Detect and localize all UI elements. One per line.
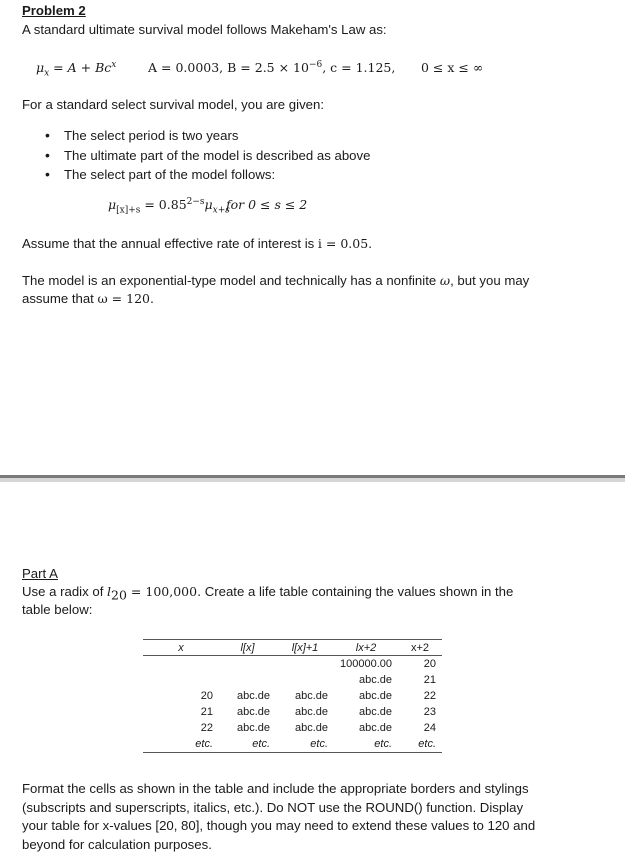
model-line-2: assume that ω = 120.: [22, 291, 154, 306]
makeham-params: A = 0.0003, $B = 2.5 \times 10^{-6}$, c = 1.125,: [148, 59, 396, 75]
table-header-row: [143, 640, 442, 656]
bullet-item: The ultimate part of the model is described as above: [64, 148, 371, 163]
table-row: 100000.00 20: [340, 658, 436, 670]
parta-line-1: Use a radix of $l_{20} = 100,000$. Create a life table containing the values shown in the: [22, 584, 514, 603]
header-l-select: l[x]: [219, 640, 276, 656]
select-formula: $\mu_{[x]+s} = 0.85^{2-s}\mu_{x+s}$: [108, 196, 230, 216]
parta-line-2: table below:: [22, 602, 93, 617]
select-condition: for 0 ≤ s ≤ 2: [226, 197, 308, 212]
bullet-item: The select part of the model follows:: [64, 167, 276, 182]
bullet-icon: •: [45, 127, 50, 143]
table-row: 21 abc.de abc.de abc.de 23: [200, 706, 436, 718]
header-l-ultimate: lx+2: [334, 640, 398, 656]
makeham-range: 0 ≤ x ≤ ∞: [421, 60, 484, 75]
section-divider-shadow: [0, 478, 625, 482]
life-table: [143, 639, 442, 753]
problem-title: Problem 2: [22, 3, 86, 18]
makeham-formula: $\mu_x = A + Bc^x$: [36, 59, 117, 79]
intro-text: A standard ultimate survival model follows Makeham's Law as:: [22, 22, 387, 37]
format-instructions: Format the cells as shown in the table and include the appropriate borders and stylings (subscripts and superscripts, italics, etc.). Do NOT use the ROUND() function. Display your table for x-values [20, 80], though you may need to extend these values to 120 and beyond for calculation purposes.: [22, 781, 536, 852]
select-intro: For a standard select survival model, you are given:: [22, 97, 324, 112]
table-row: etc. etc. etc. etc. etc.: [143, 736, 442, 753]
bullet-item: The select period is two years: [64, 128, 239, 143]
bullet-icon: •: [45, 147, 50, 163]
header-x: x: [143, 640, 219, 656]
header-l-select-plus1: l[x]+1: [276, 640, 334, 656]
table-row: 22 abc.de abc.de abc.de 24: [200, 722, 436, 734]
model-line-1: The model is an exponential-type model and technically has a nonfinite ω, but you may: [22, 273, 530, 288]
part-title: Part A: [22, 566, 58, 581]
header-x-plus2: x+2: [398, 640, 442, 656]
table-row: 20 abc.de abc.de abc.de 22: [200, 690, 436, 702]
table-row: abc.de 21: [358, 674, 436, 686]
bullet-icon: •: [45, 166, 50, 182]
interest-line: Assume that the annual effective rate of interest is i = 0.05.: [22, 236, 373, 251]
